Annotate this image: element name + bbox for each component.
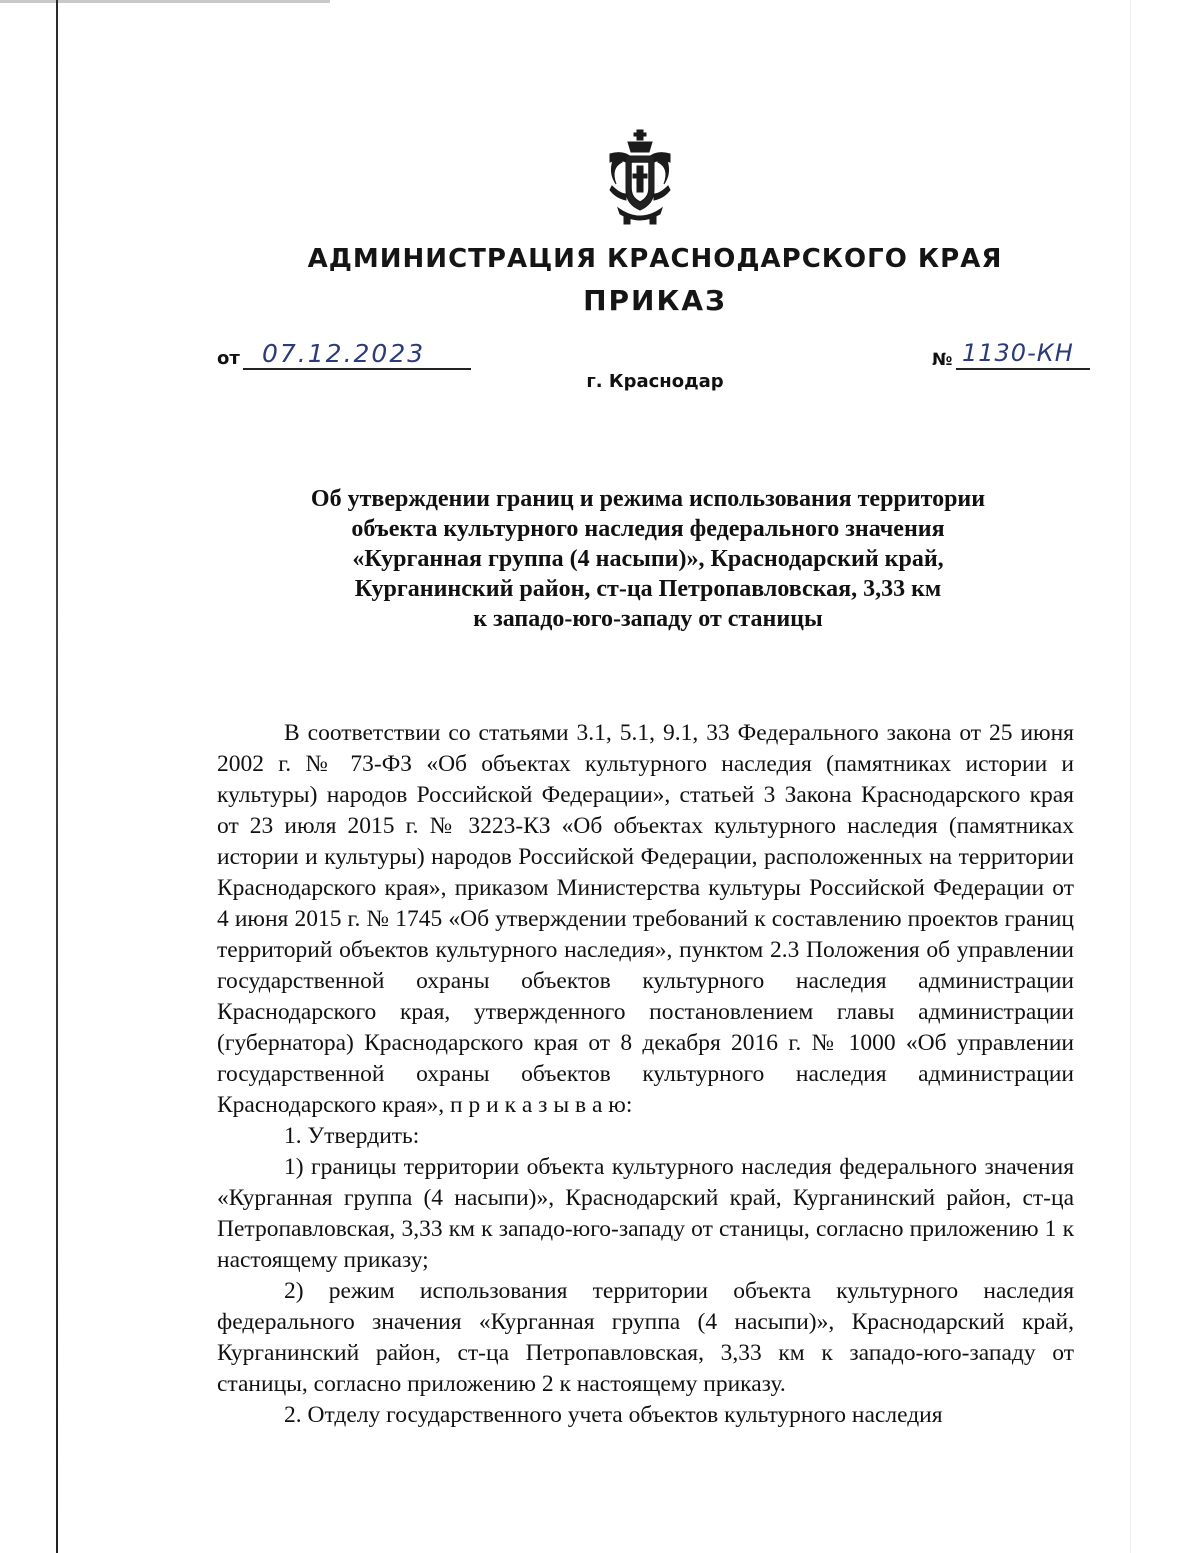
title-line: «Курганная группа (4 насыпи)», Краснодарский край,	[352, 546, 944, 572]
item-2: 2. Отделу государственного учета объектов культурного наследия	[284, 1402, 943, 1428]
city: г. Краснодар	[586, 371, 724, 392]
date-label: от	[217, 348, 240, 369]
organization-name: АДМИНИСТРАЦИЯ КРАСНОДАРСКОГО КРАЯ	[307, 244, 1003, 274]
item-1-1: 1) границы территории объекта культурного наследия федерального значения «Курганная группа (4 насыпи)», Краснодарский край, Курганинский район, ст-ца Петропавловская, 3,33 км к западо-юго-западу от станицы, согласно приложению 1 к настоящему приказу;	[217, 1154, 1074, 1273]
item-1: 1. Утвердить:	[284, 1123, 420, 1149]
preamble-paragraph: В соответствии со статьями 3.1, 5.1, 9.1, 33 Федерального закона от 25 июня 2002 г. № 73-ФЗ «Об объектах культурного наследия (памятниках истории и культуры) народов Российской Федерации», статьей 3 Закона Краснодарского края от 23 июля 2015 г. № 3223-КЗ «Об объектах культурного наследия (памятниках истории и культуры) народов Российской Федерации, расположенных на территории Краснодарского края», приказом Министерства культуры Российской Федерации от 4 июня 2015 г. № 1745 «Об утверждении требований к составлению проектов границ территорий объектов культурного наследия», пунктом 2.3 Положения об управлении государственной охраны объектов культурного наследия администрации Краснодарского края, утвержденного постановлением главы администрации (губернатора) Краснодарского края от 8 декабря 2016 г. № 1000 «Об управлении государственной охраны объектов культурного наследия администрации Краснодарского края», п р и к а з ы в а ю:	[217, 720, 1074, 1118]
scan-edge	[0, 0, 330, 3]
scan-edge	[56, 0, 58, 1553]
document-type: ПРИКАЗ	[583, 284, 727, 317]
date-underline	[243, 368, 471, 370]
title-line: к западо-юго-западу от станицы	[473, 606, 823, 632]
document-body	[217, 718, 1074, 1431]
document-title	[238, 484, 1058, 634]
krasnodar-krai-coat-of-arms-icon	[604, 128, 676, 228]
number-label: №	[932, 350, 953, 370]
title-line: Курганинский район, ст-ца Петропавловская, 3,33 км	[354, 576, 942, 602]
handwritten-date: 07.12.2023	[262, 339, 426, 368]
number-underline	[956, 368, 1090, 370]
title-line: Об утверждении границ и режима использования территории	[310, 486, 986, 512]
item-1-2: 2) режим использования территории объекта культурного наследия федерального значения «Курганная группа (4 насыпи)», Краснодарский край, Курганинский район, ст-ца Петропавловская, 3,33 км к западо-юго-западу от станицы, согласно приложению 2 к настоящему приказу.	[217, 1278, 1074, 1397]
title-line: объекта культурного наследия федерального значения	[351, 516, 945, 542]
scan-edge	[1130, 0, 1131, 1553]
handwritten-number: 1130-КН	[962, 339, 1074, 367]
